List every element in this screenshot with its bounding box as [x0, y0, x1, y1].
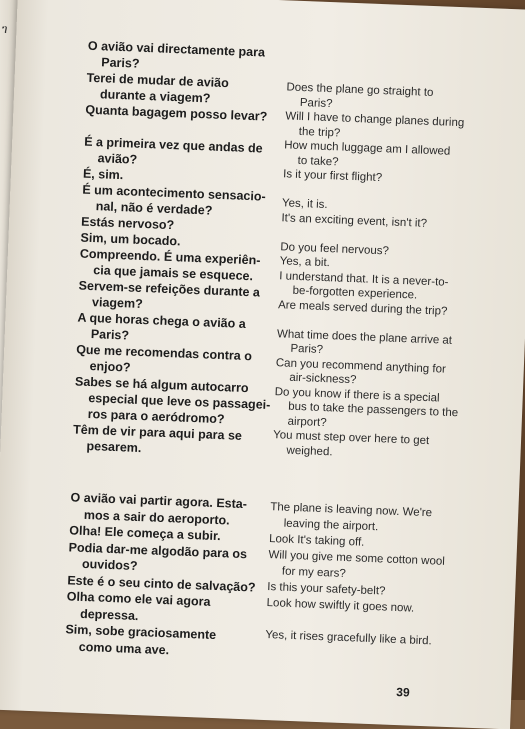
text-line: Olha como ele vai agora	[66, 589, 211, 609]
text-line: como uma ave.	[78, 639, 170, 657]
text-line: enjoo?	[89, 359, 131, 375]
text-line: durante a viagem?	[99, 87, 211, 106]
text-line: Paris?	[290, 342, 324, 356]
text-line: viagem?	[91, 295, 144, 312]
text-line: A que horas chega o avião a	[77, 310, 246, 331]
text-line: Is this your safety-belt?	[267, 581, 386, 598]
text-line: Sim, sobe graciosamente	[65, 622, 217, 643]
text-line: Do you feel nervous?	[280, 240, 390, 257]
text-line: Quanta bagagem posso levar?	[85, 102, 268, 124]
text-line: Olha! Ele começa a subir.	[69, 523, 221, 544]
text-line: It's an exciting event, isn't it?	[281, 211, 428, 230]
text-line: be-forgotten experience.	[292, 284, 418, 302]
portuguese-column-block2	[65, 489, 271, 662]
text-line: Têm de vir para aqui para se	[72, 422, 243, 443]
text-line: to take?	[297, 154, 339, 168]
text-line: for my ears?	[281, 565, 346, 581]
text-line: weighed.	[286, 444, 333, 458]
text-line: airport?	[287, 415, 327, 429]
text-line: pesarem.	[86, 438, 142, 456]
text-line: mos a sair do aeroporto.	[83, 507, 230, 528]
text-line: É um acontecimento sensacio-	[82, 182, 266, 204]
text-line: ouvidos?	[81, 556, 138, 574]
text-line: Terei de mudar de avião	[86, 70, 230, 91]
text-line: Paris?	[101, 55, 140, 71]
page-number: 39	[396, 685, 410, 700]
text-line: Does the plane go straight to	[286, 81, 434, 100]
text-line: Look how swiftly it goes now.	[266, 597, 415, 615]
text-line: Que me recomendas contra o	[75, 342, 253, 364]
text-line: What time does the plane arrive at	[276, 327, 453, 347]
portuguese-column-block1	[72, 38, 288, 461]
text-line: Paris?	[299, 96, 333, 110]
text-line: Can you recommend anything for	[275, 356, 447, 376]
text-line: especial que leve os passagei-	[88, 391, 271, 412]
text-line: Compreendo. É uma experiên-	[79, 246, 261, 268]
text-line: leaving the airport.	[283, 517, 379, 534]
text-line: You must step over here to get	[272, 429, 430, 448]
text-line: How much luggage am I allowed	[284, 139, 451, 158]
text-line: É, sim.	[82, 166, 124, 183]
text-line: Paris?	[90, 327, 130, 343]
text-line: depressa.	[79, 606, 139, 623]
text-line: Will I have to change planes during	[285, 110, 465, 130]
previous-page-mark: ገ	[2, 22, 8, 36]
text-line: air-sickness?	[289, 371, 357, 387]
english-column-block1	[272, 80, 465, 463]
text-line: Yes, a bit.	[279, 255, 331, 270]
text-line: O avião vai partir agora. Esta-	[70, 490, 248, 512]
text-line: Is it your first flight?	[282, 168, 383, 185]
english-column-block2	[265, 500, 446, 650]
text-line: ros para o aeródromo?	[87, 406, 225, 427]
text-line: O avião vai directamente para	[87, 38, 266, 60]
text-line: Do you know if there is a special	[274, 385, 440, 404]
text-line: Sabes se há algum autocarro	[74, 374, 249, 396]
text-line: Look It's taking off.	[268, 533, 365, 549]
text-line: Podia dar-me algodão para os	[68, 539, 248, 561]
text-line: É a primeira vez que andas de	[83, 134, 263, 156]
text-line: I understand that. It is a never-to-	[278, 269, 449, 289]
text-line: cia que jamais se esquece.	[93, 263, 254, 284]
text-line: Servem-se refeições durante a	[78, 278, 261, 300]
text-line: Estás nervoso?	[80, 214, 175, 233]
text-line: bus to take the passengers to the	[287, 400, 459, 420]
text-line: the trip?	[298, 125, 341, 139]
text-line: Yes, it is.	[281, 197, 328, 212]
text-line: nal, não é verdade?	[95, 199, 213, 218]
text-line: The plane is leaving now. We're	[270, 501, 433, 520]
text-line: Sim, um bocado.	[80, 230, 181, 249]
text-line: avião?	[97, 151, 138, 167]
text-line: Este é o seu cinto de salvação?	[67, 572, 256, 595]
text-line: Will you give me some cotton wool	[268, 549, 446, 568]
text-line: Are meals served during the trip?	[277, 298, 448, 318]
text-line: Yes, it rises gracefully like a bird.	[265, 628, 432, 648]
